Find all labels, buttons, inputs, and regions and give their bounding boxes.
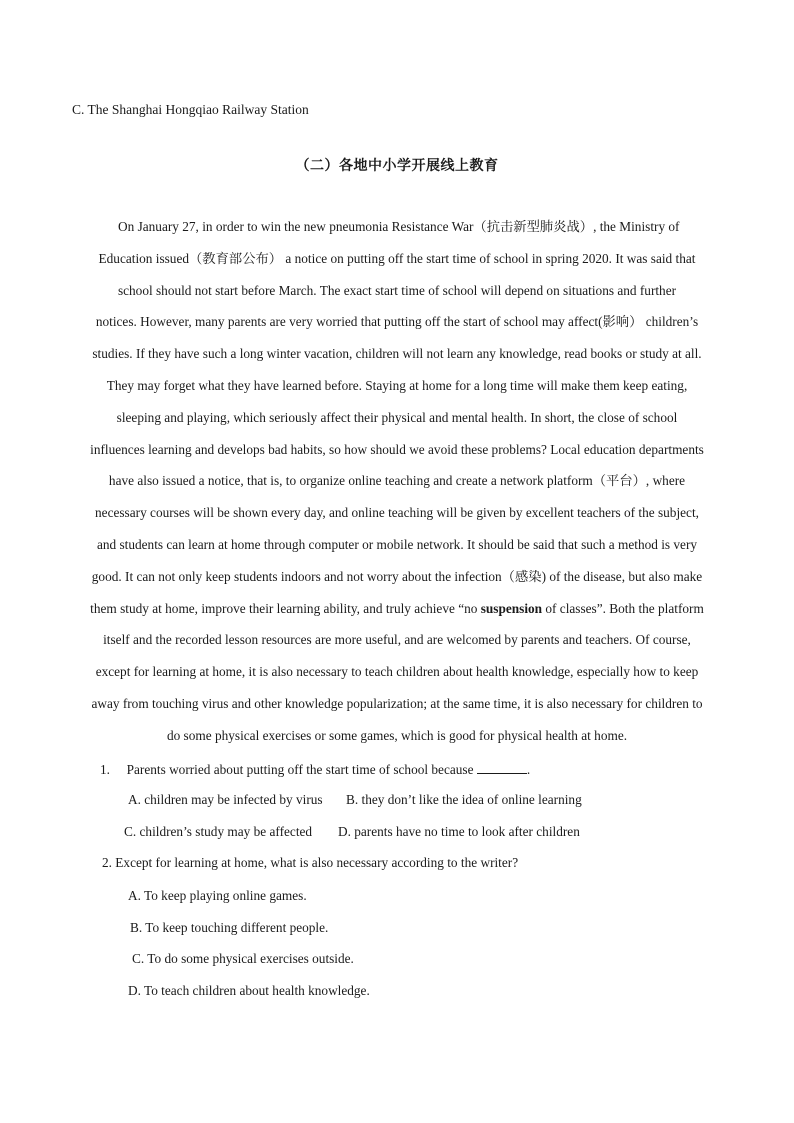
passage-line: good. It can not only keep students indoors and not worry about the infection（感染) of the disease, but also make (91, 568, 703, 584)
question-1-stem (100, 760, 530, 779)
passage-line: necessary courses will be shown every day, and online teaching will be given by excellent teachers of the subject, (95, 505, 699, 521)
question-end: . (526, 762, 531, 777)
bold-keyword: suspension (480, 600, 543, 616)
passage-line: notices. However, many parents are very worried that putting off the start of school may affect(影响） children’s (95, 314, 699, 330)
answer-blank (477, 760, 527, 774)
q1-option-d: D. parents have no time to look after children (338, 824, 580, 839)
passage-line: do some physical exercises or some games, which is good for physical health at home. (166, 727, 628, 743)
reading-passage (72, 216, 722, 757)
q1-option-b: B. they don’t like the idea of online learning (346, 792, 582, 807)
q2-option-b: B. To keep touching different people. (130, 920, 329, 935)
passage-line: They may forget what they have learned before. Staying at home for a long time will make them keep eating, (106, 377, 688, 393)
q1-option-c: C. children’s study may be affected (124, 824, 313, 839)
passage-line: On January 27, in order to win the new pneumonia Resistance War（抗击新型肺炎战）, the Ministry of (118, 219, 680, 234)
passage-line: Education issued（教育部公布） a notice on putting off the start time of school in spring 2020. It was said that (98, 250, 696, 266)
passage-line: itself and the recorded lesson resources are more useful, and are welcomed by parents and teachers. Of course, (103, 632, 691, 648)
passage-line: influences learning and develops bad habits, so how should we avoid these problems? Local education departments (90, 441, 704, 457)
passage-line: have also issued a notice, that is, to organize online teaching and create a network platform（平台）, where (108, 473, 686, 489)
passage-text: of classes”. Both the platform (542, 600, 704, 616)
question-2-stem: 2. Except for learning at home, what is also necessary according to the writer? (102, 855, 519, 870)
passage-line: and students can learn at home through computer or mobile network. It should be said that such a method is very (96, 536, 698, 552)
passage-line: school should not start before March. The exact start time of school will depend on situations and further (117, 282, 677, 298)
q2-option-c: C. To do some physical exercises outside. (132, 951, 354, 966)
passage-text: them study at home, improve their learning ability, and truly achieve “no (90, 600, 481, 616)
section-title: （二）各地中小学开展线上教育 (295, 158, 499, 174)
passage-line: sleeping and playing, which seriously affect their physical and mental health. In short, the close of school (116, 409, 678, 425)
q1-option-a: A. children may be infected by virus (128, 792, 323, 807)
passage-line (72, 598, 722, 630)
option-c-previous-question: C. The Shanghai Hongqiao Railway Station (72, 102, 309, 117)
passage-line: studies. If they have such a long winter vacation, children will not learn any knowledge, read books or study at all. (92, 346, 702, 362)
question-number: 1. (100, 762, 110, 777)
q2-option-d: D. To teach children about health knowledge. (128, 983, 370, 998)
q2-option-a: A. To keep playing online games. (128, 888, 307, 903)
question-text: Parents worried about putting off the start time of school because (126, 762, 474, 777)
passage-line: except for learning at home, it is also necessary to teach children about health knowledge, especially how to keep (95, 664, 699, 680)
passage-line: away from touching virus and other knowledge popularization; at the same time, it is also necessary for children to (91, 695, 703, 711)
